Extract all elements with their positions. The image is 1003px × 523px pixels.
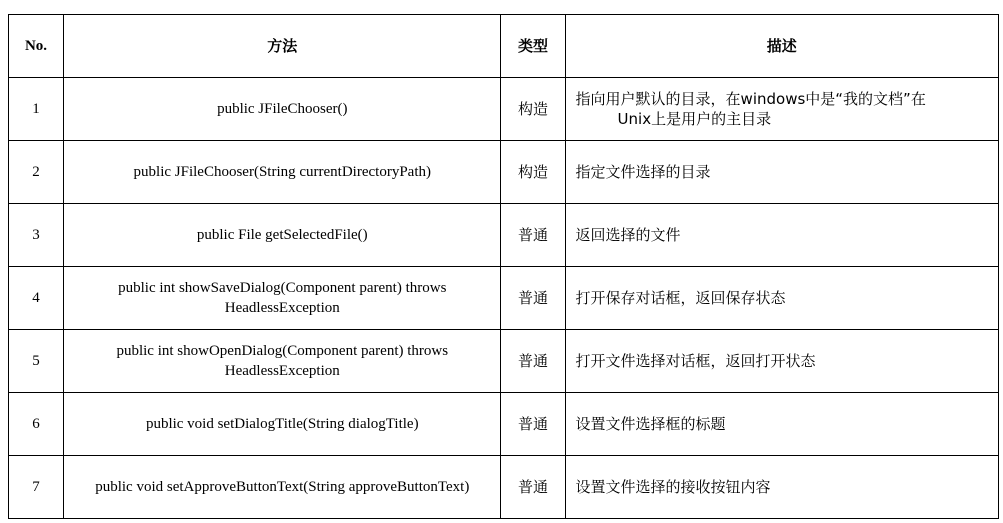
method-type: 构造 [501, 141, 565, 204]
method-type: 普通 [501, 267, 565, 330]
method-signature: public JFileChooser(String currentDirectoryPath) [64, 141, 501, 204]
method-type: 构造 [501, 78, 565, 141]
method-signature: public int showSaveDialog(Component parent) throws HeadlessException [64, 267, 501, 330]
method-signature: public void setDialogTitle(String dialogTitle) [64, 393, 501, 456]
description-line: Unix上是用户的主目录 [617, 110, 772, 128]
row-number: 2 [9, 141, 64, 204]
method-description: 设置文件选择框的标题 [565, 393, 998, 456]
row-number: 5 [9, 330, 64, 393]
method-description: 设置文件选择的接收按钮内容 [565, 456, 998, 519]
method-description [565, 78, 998, 141]
method-description: 返回选择的文件 [565, 204, 998, 267]
row-number: 1 [9, 78, 64, 141]
method-signature: public int showOpenDialog(Component parent) throws HeadlessException [64, 330, 501, 393]
method-type: 普通 [501, 456, 565, 519]
table-row [9, 141, 999, 204]
method-signature: public JFileChooser() [64, 78, 501, 141]
table-row [9, 204, 999, 267]
method-description: 打开文件选择对话框，返回打开状态 [565, 330, 998, 393]
method-table [8, 14, 999, 519]
header-method: 方法 [64, 15, 501, 78]
method-type: 普通 [501, 204, 565, 267]
description-line: 指向用户默认的目录，在windows中是“我的文档”在 [575, 90, 926, 108]
header-type: 类型 [501, 15, 565, 78]
row-number: 6 [9, 393, 64, 456]
method-description: 打开保存对话框，返回保存状态 [565, 267, 998, 330]
row-number: 4 [9, 267, 64, 330]
method-type: 普通 [501, 393, 565, 456]
table-row [9, 393, 999, 456]
table-row [9, 78, 999, 141]
table-row [9, 267, 999, 330]
method-signature: public File getSelectedFile() [64, 204, 501, 267]
method-signature: public void setApproveButtonText(String approveButtonText) [64, 456, 501, 519]
table-row [9, 330, 999, 393]
row-number: 3 [9, 204, 64, 267]
method-description: 指定文件选择的目录 [565, 141, 998, 204]
header-row [9, 15, 999, 78]
header-no: No. [9, 15, 64, 78]
row-number: 7 [9, 456, 64, 519]
header-desc: 描述 [565, 15, 998, 78]
method-type: 普通 [501, 330, 565, 393]
table-row [9, 456, 999, 519]
